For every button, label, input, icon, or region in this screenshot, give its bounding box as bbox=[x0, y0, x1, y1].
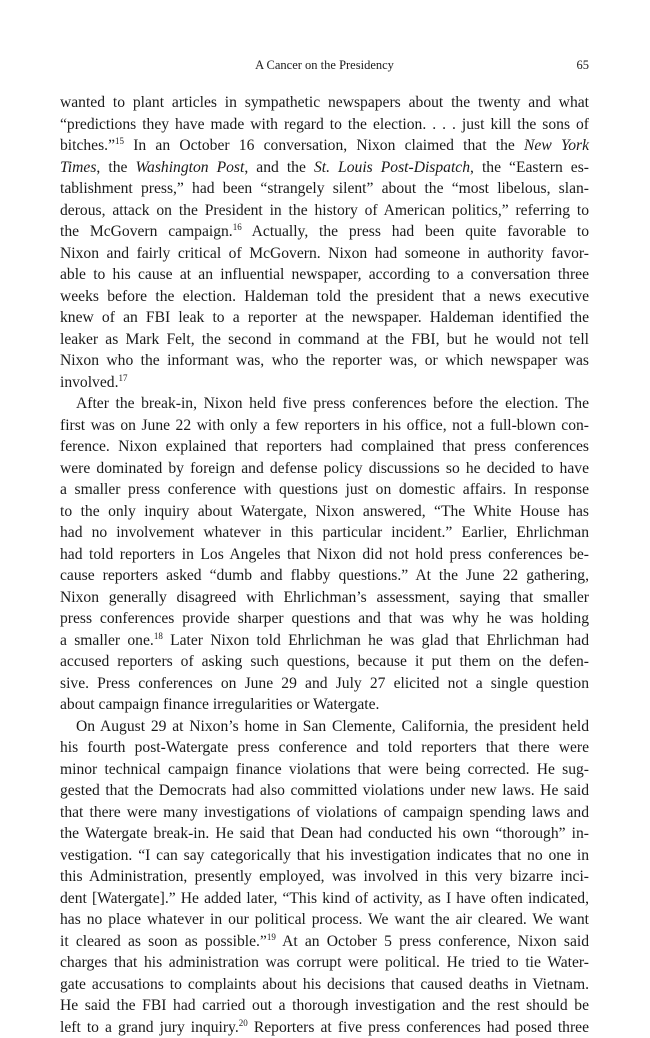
text-line bbox=[60, 952, 589, 974]
text-run: wanted to plant articles in sympathetic newspapers about the twenty and what bbox=[60, 94, 589, 111]
text-run: vestigation. “I can say categorically that his investigation indicates that no one in bbox=[60, 847, 589, 864]
text-run: gate accusations to complaints about his decisions that caused deaths in Vietnam. bbox=[60, 976, 589, 993]
text-run: it cleared as soon as possible.” bbox=[60, 933, 267, 950]
text-line bbox=[60, 630, 589, 652]
text-line bbox=[60, 114, 589, 136]
text-line bbox=[60, 92, 589, 114]
footnote-ref: 18 bbox=[154, 631, 163, 641]
text-run: gested that the Democrats had also committed violations under new laws. He said bbox=[60, 782, 589, 799]
text-line bbox=[60, 845, 589, 867]
text-line bbox=[60, 393, 589, 415]
text-run: a smaller press conference with questions just on domestic affairs. In response bbox=[60, 481, 589, 498]
text-run: has no place whatever in our political process. We want the air cleared. We want bbox=[60, 911, 589, 928]
text-run: cause reporters asked “dumb and flabby questions.” At the June 22 gathering, bbox=[60, 567, 589, 584]
text-run: , and the bbox=[244, 159, 314, 176]
text-run: were dominated by foreign and defense policy discussions so he decided to have bbox=[60, 460, 589, 477]
text-line bbox=[60, 909, 589, 931]
text-line bbox=[60, 780, 589, 802]
text-line bbox=[60, 995, 589, 1017]
text-run: the Watergate break-in. He said that Dean had conducted his own “thorough” in- bbox=[60, 825, 589, 842]
text-run: that there were many investigations of violations of campaign spending laws and bbox=[60, 804, 589, 821]
text-run: press conferences provide sharper questions and that was why he was holding bbox=[60, 610, 589, 627]
text-line bbox=[60, 608, 589, 630]
text-line bbox=[60, 888, 589, 910]
text-line bbox=[60, 307, 589, 329]
text-run: this Administration, presently employed, was involved in this very bizarre inci- bbox=[60, 868, 589, 885]
text-line bbox=[60, 802, 589, 824]
text-run: derous, attack on the President in the history of American politics,” referring to bbox=[60, 202, 589, 219]
text-run: Later Nixon told Ehrlichman he was glad that Ehrlichman had bbox=[163, 632, 589, 649]
footnote-ref: 20 bbox=[239, 1018, 248, 1028]
text-run: sive. Press conferences on June 29 and July 27 elicited not a single question bbox=[60, 675, 589, 692]
text-run: had told reporters in Los Angeles that Nixon did not hold press conferences be- bbox=[60, 546, 589, 563]
text-run: ference. Nixon explained that reporters had complained that press conferences bbox=[60, 438, 589, 455]
text-line bbox=[60, 479, 589, 501]
text-run: Actually, the press had been quite favorable to bbox=[242, 223, 589, 240]
text-run: , the bbox=[96, 159, 135, 176]
text-run: left to a grand jury inquiry. bbox=[60, 1019, 239, 1036]
footnote-ref: 19 bbox=[267, 932, 276, 942]
text-line bbox=[60, 522, 589, 544]
footnote-ref: 16 bbox=[233, 222, 242, 232]
text-line bbox=[60, 415, 589, 437]
text-line bbox=[60, 544, 589, 566]
footnote-ref: 15 bbox=[115, 136, 124, 146]
text-line bbox=[60, 1017, 589, 1038]
text-line bbox=[60, 458, 589, 480]
text-run: “predictions they have made with regard to the election. . . . just kill the sons of bbox=[60, 116, 589, 133]
text-run: the McGovern campaign. bbox=[60, 223, 233, 240]
text-line bbox=[60, 587, 589, 609]
text-run: On August 29 at Nixon’s home in San Clemente, California, the president held bbox=[76, 718, 589, 735]
text-run: charges that his administration was corrupt were political. He tried to tie Water- bbox=[60, 954, 589, 971]
footnote-ref: 17 bbox=[118, 373, 127, 383]
text-run: In an October 16 conversation, Nixon claimed that the bbox=[124, 137, 524, 154]
text-run: bitches.” bbox=[60, 137, 115, 154]
running-head bbox=[60, 58, 589, 76]
text-run: minor technical campaign finance violations that were being corrected. He sug- bbox=[60, 761, 589, 778]
text-run: about campaign finance irregularities or Watergate. bbox=[60, 696, 379, 713]
text-run: involved. bbox=[60, 374, 118, 391]
text-run: knew of an FBI leak to a reporter at the newspaper. Haldeman identified the bbox=[60, 309, 589, 326]
text-line bbox=[60, 135, 589, 157]
text-run: weeks before the election. Haldeman told the president that a news executive bbox=[60, 288, 589, 305]
text-run: leaker as Mark Felt, the second in command at the FBI, but he would not tell bbox=[60, 331, 589, 348]
text-run: Nixon who the informant was, who the reporter was, or which newspaper was bbox=[60, 352, 589, 369]
text-run: Nixon generally disagreed with Ehrlichman’s assessment, saying that smaller bbox=[60, 589, 589, 606]
text-run: After the break-in, Nixon held five press conferences before the election. The bbox=[76, 395, 589, 412]
text-line bbox=[60, 329, 589, 351]
text-line bbox=[60, 221, 589, 243]
text-line bbox=[60, 737, 589, 759]
text-line bbox=[60, 501, 589, 523]
running-title: A Cancer on the Presidency bbox=[60, 58, 589, 73]
text-run: dent [Watergate].” He added later, “This kind of activity, as I have often indicated, bbox=[60, 890, 589, 907]
text-run: his fourth post-Watergate press conference and told reporters that there were bbox=[60, 739, 589, 756]
text-run: a smaller one. bbox=[60, 632, 154, 649]
text-run: tablishment press,” had been “strangely silent” about the “most libelous, slan- bbox=[60, 180, 589, 197]
body-text bbox=[60, 92, 589, 1038]
text-line bbox=[60, 673, 589, 695]
text-line bbox=[60, 157, 589, 179]
text-line bbox=[60, 264, 589, 286]
text-line bbox=[60, 200, 589, 222]
text-run: able to his cause at an influential newspaper, according to a conversation three bbox=[60, 266, 589, 283]
text-run: Reporters at five press conferences had posed three bbox=[248, 1019, 589, 1036]
italic-title: New York bbox=[524, 137, 589, 154]
text-line bbox=[60, 651, 589, 673]
text-line bbox=[60, 436, 589, 458]
text-line bbox=[60, 350, 589, 372]
text-run: Nixon and fairly critical of McGovern. Nixon had someone in authority favor- bbox=[60, 245, 589, 262]
text-line bbox=[60, 866, 589, 888]
text-line bbox=[60, 694, 589, 716]
text-line bbox=[60, 372, 589, 394]
page-number: 65 bbox=[577, 58, 590, 73]
text-line bbox=[60, 243, 589, 265]
text-run: , the “Eastern es- bbox=[470, 159, 589, 176]
text-run: to the only inquiry about Watergate, Nixon answered, “The White House has bbox=[60, 503, 589, 520]
text-run: first was on June 22 with only a few reporters in his office, not a full-blown con- bbox=[60, 417, 589, 434]
italic-title: Washington Post bbox=[135, 159, 244, 176]
text-line bbox=[60, 759, 589, 781]
text-run: had no involvement whatever in this particular incident.” Earlier, Ehrlichman bbox=[60, 524, 589, 541]
italic-title: St. Louis Post-Dispatch bbox=[314, 159, 470, 176]
text-line bbox=[60, 716, 589, 738]
text-run: At an October 5 press conference, Nixon said bbox=[276, 933, 589, 950]
text-run: He said the FBI had carried out a thorough investigation and the rest should be bbox=[60, 997, 589, 1014]
text-run: accused reporters of asking such questions, because it put them on the defen- bbox=[60, 653, 589, 670]
text-line bbox=[60, 974, 589, 996]
text-line bbox=[60, 823, 589, 845]
text-line bbox=[60, 565, 589, 587]
text-line bbox=[60, 178, 589, 200]
italic-title: Times bbox=[60, 159, 96, 176]
text-line bbox=[60, 286, 589, 308]
text-line bbox=[60, 931, 589, 953]
